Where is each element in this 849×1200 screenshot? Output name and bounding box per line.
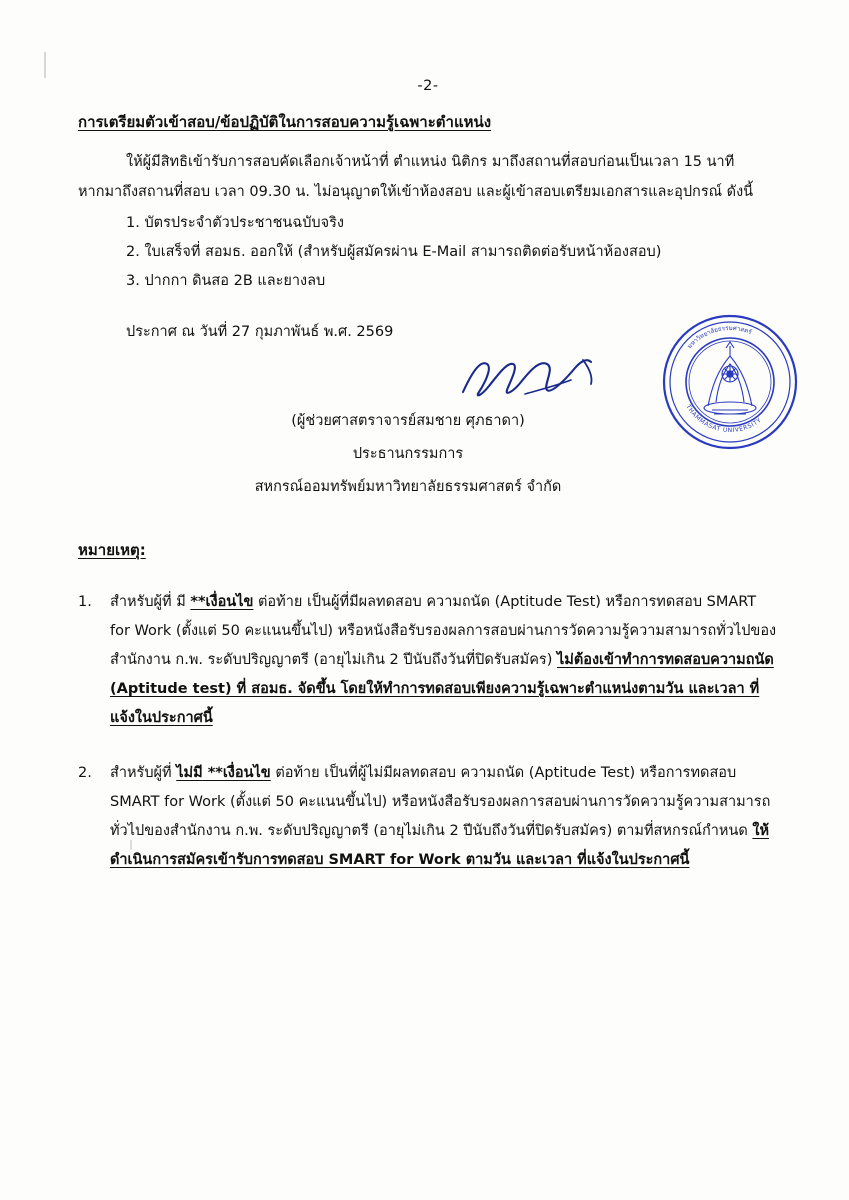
document-content xyxy=(78,78,778,875)
note-2-segment-1: สำหรับผู้ที่ xyxy=(110,764,177,781)
list-item: 3. ปากกา ดินสอ 2B และยางลบ xyxy=(126,272,326,289)
note-item-2 xyxy=(78,759,778,875)
list-item: 2. ใบเสร็จที่ สอมธ. ออกให้ (สำหรับผู้สมัครผ่าน E-Mail สามารถติดต่อรับหน้าห้องสอบ) xyxy=(126,243,662,260)
note-text xyxy=(110,759,778,875)
signatory-name: (ผู้ช่วยศาสตราจารย์สมชาย ศุภธาดา) xyxy=(291,412,525,429)
note-2-segment-3: ต่อท้าย เป็นที่ผู้ไม่มีผลทดสอบ ความถนัด (Aptitude Test) หรือการทดสอบ SMART for Work (ตั้งแต่ 50 คะแนนขึ้นไป) หรือหนังสือรับรองผลการสอบผ่านการวัดความรู้ความสามารถทั่วไปของสำนักงาน ก.พ. ระดับปริญญาตรี (อายุไม่เกิน 2 ปีนับถึงวันที่ปิดรับสมัคร) ตามที่สหกรณ์กำหนด xyxy=(110,764,771,839)
signatory-role: ประธานกรรมการ xyxy=(352,445,464,462)
note-2-emphasis: ให้ดำเนินการสมัครเข้ารับการทดสอบ SMART for Work ตามวัน และเวลา ที่แจ้งในประกาศนี้ xyxy=(110,822,770,868)
paragraph-1: ให้ผู้มีสิทธิเข้ารับการสอบคัดเลือกเจ้าหน้าที่ ตำแหน่ง นิติกร มาถึงสถานที่สอบก่อนเป็นเวลา 15 นาที xyxy=(126,154,735,170)
seal-thammasat-university xyxy=(660,312,800,452)
page-number: -2- xyxy=(417,78,439,94)
note-text xyxy=(110,588,778,733)
svg-text:THAMMASAT UNIVERSITY: THAMMASAT UNIVERSITY xyxy=(684,403,763,434)
announcement-date: ประกาศ ณ วันที่ 27 กุมภาพันธ์ พ.ศ. 2569 xyxy=(126,323,394,340)
signatory-organization: สหกรณ์ออมทรัพย์มหาวิทยาลัยธรรมศาสตร์ จำกัด xyxy=(254,478,562,495)
note-2-condition-label: **เงื่อนไข xyxy=(202,764,271,781)
notes-title: หมายเหตุ: xyxy=(78,540,146,559)
note-1-segment-3: ต่อท้าย เป็นผู้ที่มีผลทดสอบ ความถนัด (Aptitude Test) หรือการทดสอบ SMART for Work (ตั้งแต่ 50 คะแนนขึ้นไป) หรือหนังสือรับรองผลการสอบผ่านการวัดความรู้ความสามารถทั่วไปของสำนักงาน ก.พ. ระดับปริญญาตรี (อายุไม่เกิน 2 ปีนับถึงวันที่ปิดรับสมัคร) xyxy=(110,593,777,668)
svg-text:มหาวิทยาลัยธรรมศาสตร์: มหาวิทยาลัยธรรมศาสตร์ xyxy=(686,324,753,351)
note-1-segment-1: สำหรับผู้ที่ มี xyxy=(110,593,191,610)
note-item-1 xyxy=(78,588,778,733)
note-1-condition-label: **เงื่อนไข xyxy=(190,593,254,610)
list-item: 1. บัตรประจำตัวประชาชนฉบับจริง xyxy=(126,214,344,231)
signature-block xyxy=(138,409,678,498)
note-number: 1. xyxy=(78,593,92,610)
scan-artifact-mark xyxy=(44,52,46,78)
note-2-negation: ไม่มี xyxy=(176,764,203,781)
section-heading: การเตรียมตัวเข้าสอบ/ข้อปฏิบัติในการสอบความรู้เฉพาะตำแหน่ง xyxy=(78,113,492,131)
note-number: 2. xyxy=(78,764,92,781)
note-1-emphasis: ไม่ต้องเข้าทำการทดสอบความถนัด (Aptitude test) ที่ สอมธ. จัดขึ้น โดยให้ทำการทดสอบเพียงความรู้เฉพาะตำแหน่งตามวัน และเวลา ที่แจ้งในประกาศนี้ xyxy=(110,651,774,726)
paragraph-2: หากมาถึงสถานที่สอบ เวลา 09.30 น. ไม่อนุญาตให้เข้าห้องสอบ และผู้เข้าสอบเตรียมเอกสารและอุปกรณ์ ดังนี้ xyxy=(78,184,754,201)
